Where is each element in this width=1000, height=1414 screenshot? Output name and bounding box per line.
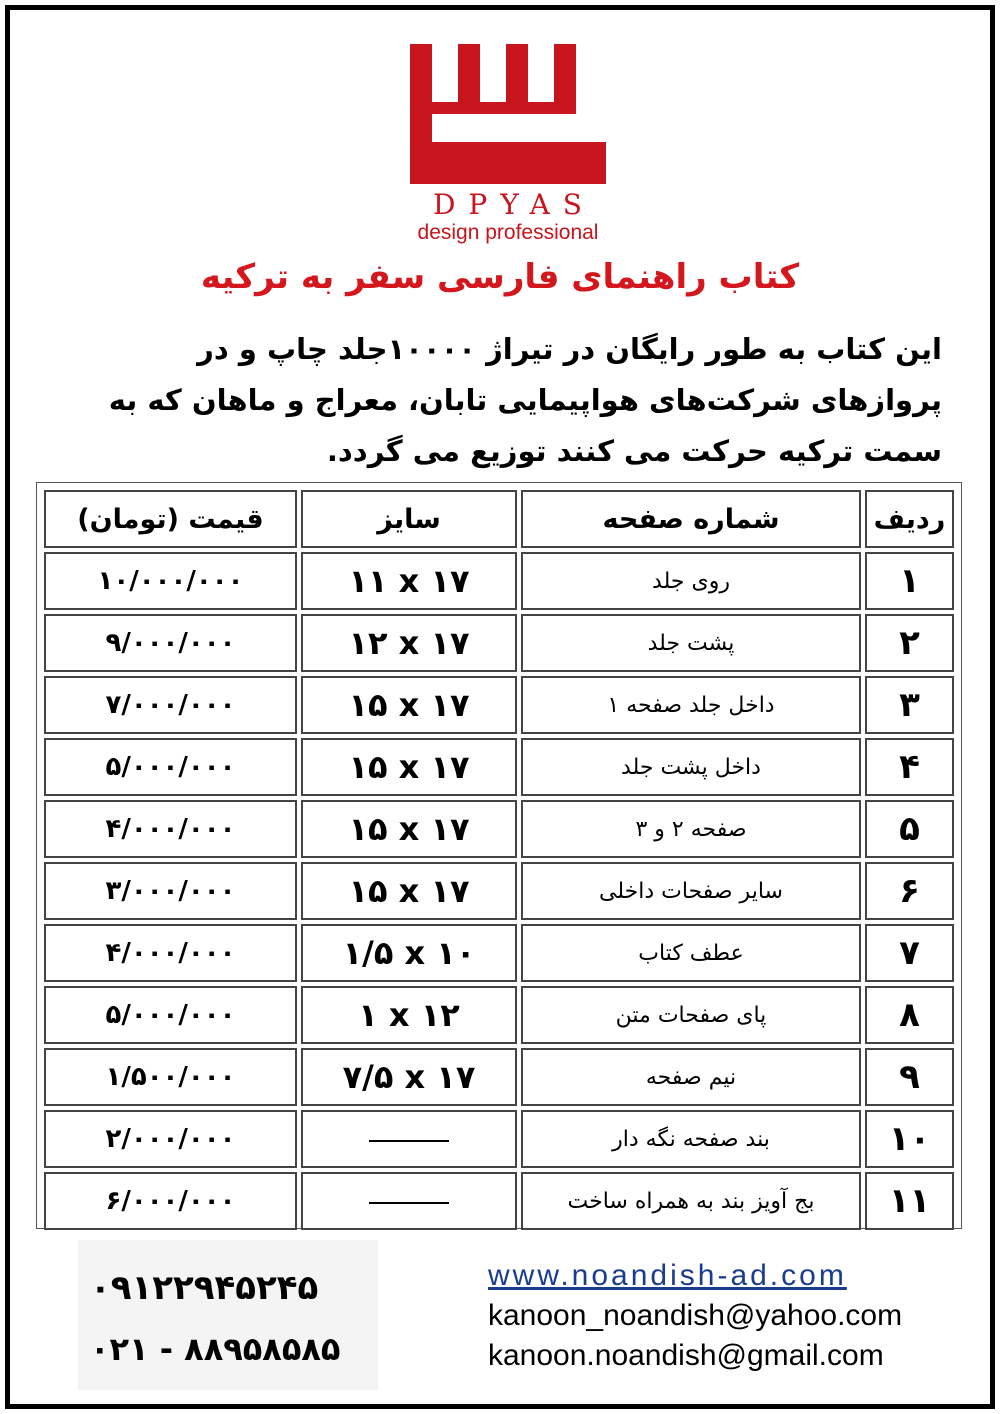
- row-number-cell-text: ۷: [899, 933, 920, 973]
- price-cell-text: ۹/۰۰۰/۰۰۰: [105, 628, 236, 658]
- price-cell: [44, 1110, 297, 1168]
- row-number-cell-text: ۲: [899, 623, 920, 663]
- row-number-cell-text: ۳: [899, 685, 920, 725]
- row-number-cell: [865, 1110, 954, 1168]
- size-cell: [301, 1048, 517, 1106]
- price-cell: [44, 800, 297, 858]
- page-cell-text: داخل پشت جلد: [621, 754, 761, 780]
- header-page-number: شماره صفحه: [521, 490, 861, 548]
- size-cell: [301, 614, 517, 672]
- page-cell-text: بند صفحه نگه دار: [612, 1126, 770, 1152]
- row-number-cell-text: ۸: [899, 995, 920, 1035]
- page-cell: [521, 1048, 861, 1106]
- size-cell: [301, 1172, 517, 1230]
- size-cell-text: ۱۲ x ۱۷: [348, 624, 470, 662]
- price-cell-text: ۳/۰۰۰/۰۰۰: [105, 876, 236, 906]
- price-cell: [44, 676, 297, 734]
- page-title: کتاب راهنمای فارسی سفر به ترکیه: [200, 257, 800, 297]
- size-cell-text: ۱۱ x ۱۷: [348, 562, 470, 600]
- price-cell: [44, 986, 297, 1044]
- page-cell: [521, 1110, 861, 1168]
- price-cell-text: ۱/۵۰۰/۰۰۰: [105, 1062, 236, 1092]
- header-row-number: ردیف: [865, 490, 954, 548]
- table-row: [44, 1048, 954, 1106]
- page-cell: [521, 800, 861, 858]
- phone-office: ۰۲۱ - ۸۸۹۵۸۵۸۵: [90, 1330, 341, 1368]
- empty-dash: [369, 1202, 449, 1204]
- price-cell: [44, 1172, 297, 1230]
- page-cell-text: روی جلد: [652, 568, 730, 594]
- page-cell-text: بج آویز بند به همراه ساخت: [567, 1188, 815, 1214]
- size-cell-text: ۱۵ x ۱۷: [348, 872, 470, 910]
- row-number-cell: [865, 552, 954, 610]
- intro-paragraph: این کتاب به طور رایگان در تیراژ ۱۰۰۰۰جلد چاپ و در پروازهای شرکت‌های هواپیمایی تابان، معراج و ماهان که به سمت ترکیه حرکت می کنند توزیع می گردد.: [108, 332, 942, 468]
- table-row: [44, 986, 954, 1044]
- table-row: [44, 738, 954, 796]
- price-table-container: [36, 482, 962, 1229]
- row-number-cell-text: ۱: [899, 561, 920, 601]
- row-number-cell-text: ۵: [899, 809, 920, 849]
- header-size: سایز: [301, 490, 517, 548]
- price-table: [40, 486, 958, 1234]
- page-cell-text: نیم صفحه: [645, 1064, 737, 1090]
- page-cell: [521, 924, 861, 982]
- table-row: [44, 1172, 954, 1230]
- brand-tagline: design professional: [417, 221, 599, 244]
- brand-name: DPYAS: [432, 188, 595, 221]
- size-cell: [301, 924, 517, 982]
- row-number-cell-text: ۶: [899, 871, 920, 911]
- page-cell: [521, 552, 861, 610]
- website-link[interactable]: www.noandish-ad.com: [488, 1259, 847, 1292]
- size-cell-text: ۱ x ۱۲: [358, 996, 460, 1034]
- row-number-cell: [865, 800, 954, 858]
- page-cell: [521, 676, 861, 734]
- row-number-cell: [865, 862, 954, 920]
- row-number-cell: [865, 738, 954, 796]
- table-row: [44, 800, 954, 858]
- page-cell: [521, 614, 861, 672]
- price-cell-text: ۷/۰۰۰/۰۰۰: [105, 690, 236, 720]
- page-cell-text: پشت جلد: [647, 630, 735, 656]
- price-cell-text: ۲/۰۰۰/۰۰۰: [105, 1124, 236, 1154]
- page-cell-text: پای صفحات متن: [615, 1002, 767, 1028]
- page-cell: [521, 1172, 861, 1230]
- page-cell: [521, 862, 861, 920]
- price-cell-text: ۵/۰۰۰/۰۰۰: [105, 752, 236, 782]
- table-row: [44, 614, 954, 672]
- contact-block: [488, 1256, 902, 1376]
- table-header-row: [44, 490, 954, 548]
- page-cell: [521, 738, 861, 796]
- price-cell-text: ۴/۰۰۰/۰۰۰: [105, 814, 236, 844]
- size-cell: [301, 552, 517, 610]
- row-number-cell: [865, 924, 954, 982]
- row-number-cell-text: ۱۰: [888, 1119, 931, 1159]
- email-yahoo[interactable]: kanoon_noandish@yahoo.com: [488, 1299, 903, 1332]
- table-row: [44, 552, 954, 610]
- page-cell: [521, 986, 861, 1044]
- dpyas-logo: [410, 44, 606, 184]
- row-number-cell-text: ۴: [899, 747, 920, 787]
- row-number-cell-text: ۹: [899, 1057, 920, 1097]
- price-cell: [44, 1048, 297, 1106]
- row-number-cell-text: ۱۱: [888, 1181, 931, 1221]
- row-number-cell: [865, 614, 954, 672]
- size-cell: [301, 676, 517, 734]
- size-cell-text: ۱۵ x ۱۷: [348, 748, 470, 786]
- row-number-cell: [865, 1172, 954, 1230]
- page-cell-text: سایر صفحات داخلی: [599, 878, 783, 904]
- size-cell-text: ۱۵ x ۱۷: [348, 686, 470, 724]
- size-cell: [301, 738, 517, 796]
- table-row: [44, 676, 954, 734]
- page-cell-text: عطف کتاب: [638, 940, 744, 966]
- email-gmail[interactable]: kanoon.noandish@gmail.com: [488, 1339, 884, 1372]
- size-cell-text: ۷/۵ x ۱۷: [342, 1058, 476, 1096]
- price-cell-text: ۴/۰۰۰/۰۰۰: [105, 938, 236, 968]
- price-cell-text: ۵/۰۰۰/۰۰۰: [105, 1000, 236, 1030]
- page-cell-text: داخل جلد صفحه ۱: [607, 692, 775, 718]
- table-row: [44, 862, 954, 920]
- empty-dash: [369, 1140, 449, 1142]
- size-cell: [301, 1110, 517, 1168]
- phone-mobile: ۰۹۱۲۲۹۴۵۲۴۵: [90, 1268, 319, 1308]
- price-cell: [44, 614, 297, 672]
- price-cell-text: ۱۰/۰۰۰/۰۰۰: [97, 566, 244, 596]
- row-number-cell: [865, 986, 954, 1044]
- price-cell: [44, 552, 297, 610]
- row-number-cell: [865, 676, 954, 734]
- row-number-cell: [865, 1048, 954, 1106]
- table-row: [44, 924, 954, 982]
- size-cell: [301, 800, 517, 858]
- size-cell-text: ۱۵ x ۱۷: [348, 810, 470, 848]
- price-cell: [44, 924, 297, 982]
- price-cell: [44, 862, 297, 920]
- size-cell: [301, 862, 517, 920]
- price-cell: [44, 738, 297, 796]
- header-price: قیمت (تومان): [44, 490, 297, 548]
- table-row: [44, 1110, 954, 1168]
- page-cell-text: صفحه ۲ و ۳: [635, 816, 747, 842]
- size-cell-text: ۱/۵ x ۱۰: [342, 934, 476, 972]
- brand-text: [410, 188, 606, 244]
- price-cell-text: ۶/۰۰۰/۰۰۰: [105, 1186, 236, 1216]
- size-cell: [301, 986, 517, 1044]
